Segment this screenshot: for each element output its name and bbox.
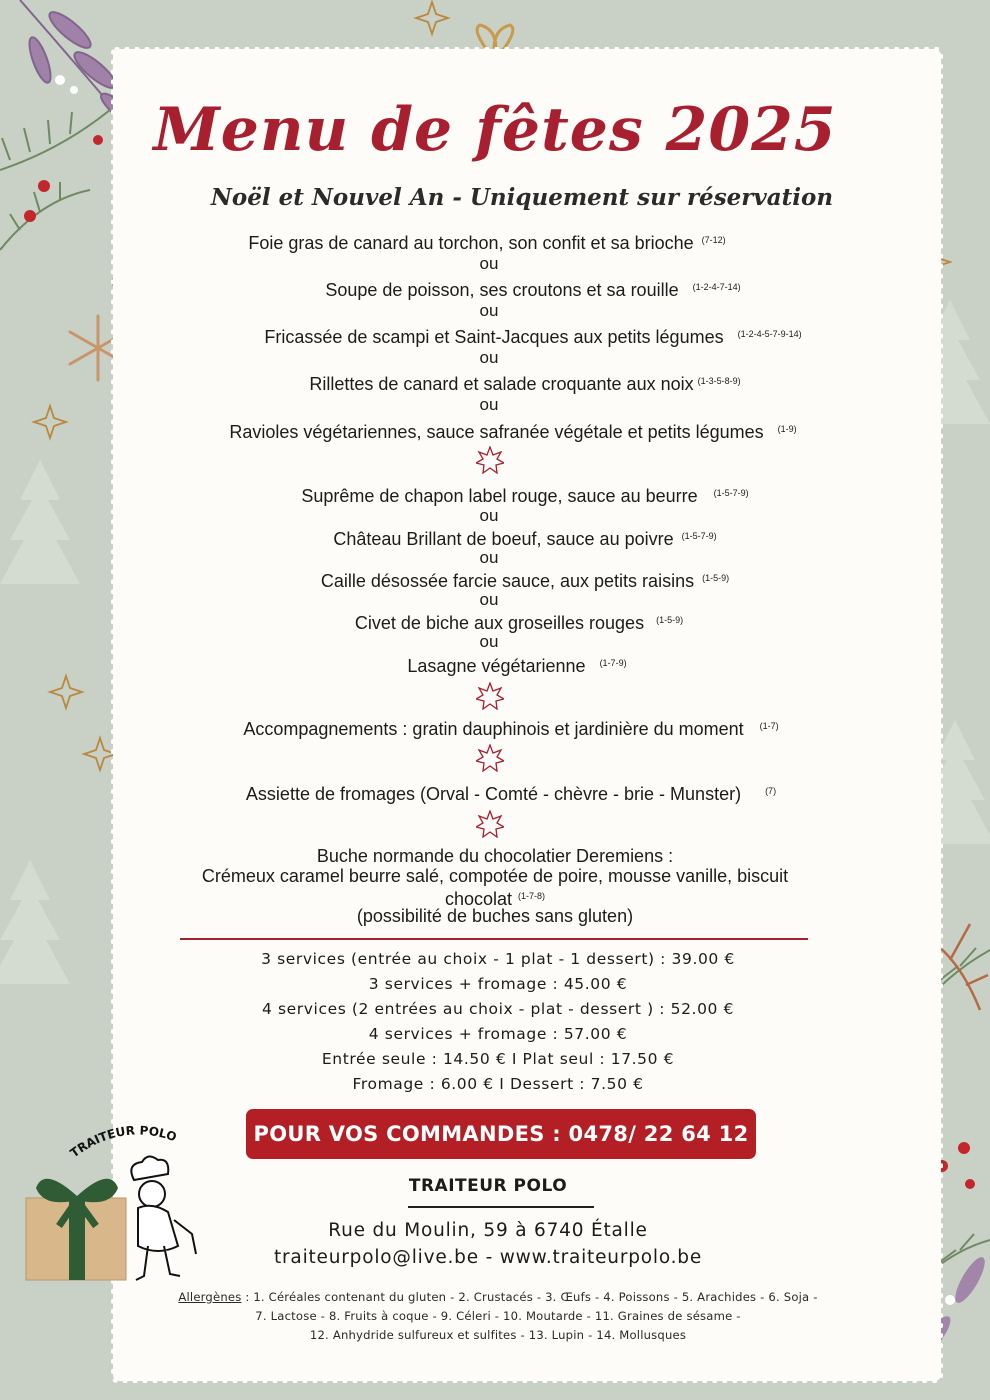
- star-divider-icon: [476, 682, 504, 710]
- contact-links[interactable]: traiteurpolo@live.be - www.traiteurpolo.be: [273, 1247, 703, 1268]
- allergens-legend: Allergènes : 1. Céréales contenant du gluten - 2. Crustacés - 3. Œufs - 4. Poissons - 5. Arachides - 6. Soja - 7. Lactose - 8. Fruits à coque - 9. Céleri - 10. Moutarde - 11. Graines de sésame - 12. Anhydride sulfureux et sulfites - 13. Lupin - 14. Mollusques: [178, 1290, 818, 1342]
- brand-name: TRAITEUR POLO: [408, 1176, 568, 1196]
- price-line: 4 services (2 entrées au choix - plat - dessert ) : 52.00 €: [262, 1000, 734, 1018]
- traiteur-polo-logo: [14, 1116, 214, 1291]
- menu-item: Soupe de poisson, ses croutons et sa rouille $^{(1-2-4-7-14)}$: [325, 280, 741, 300]
- menu-item: Lasagne végétarienne $^{(1-7-9)}$: [407, 656, 627, 676]
- star-divider-icon: [476, 446, 504, 474]
- menu-item: Civet de biche aux groseilles rouges $^{(1-5-9)}$: [354, 613, 684, 633]
- menu-item: Fricassée de scampi et Saint-Jacques aux petits légumes $^{(1-2-4-5-7-9-14)}$: [264, 327, 802, 347]
- or-separator: ou: [479, 590, 499, 609]
- star-divider-icon: [476, 810, 504, 838]
- or-separator: ou: [479, 506, 499, 525]
- or-separator: ou: [479, 548, 499, 567]
- or-separator: ou: [479, 632, 499, 651]
- svg-text:TRAITEUR POLO: TRAITEUR POLO: [67, 1123, 179, 1161]
- allergens-label: Allergènes: [178, 1290, 242, 1304]
- menu-item: Château Brillant de boeuf, sauce au poivre $^{(1-5-7-9)}$: [333, 529, 717, 549]
- menu-item: Foie gras de canard au torchon, son confit et sa brioche $^{(7-12)}$: [248, 233, 726, 253]
- price-line: 3 services + fromage : 45.00 €: [368, 975, 628, 993]
- order-phone-button[interactable]: POUR VOS COMMANDES : 0478/ 22 64 12: [246, 1109, 756, 1159]
- cheese-line: Assiette de fromages (Orval - Comté - chèvre - brie - Munster) $^{(7)}$: [245, 784, 777, 804]
- divider: [180, 938, 808, 940]
- price-line: 3 services (entrée au choix - 1 plat - 1 dessert) : 39.00 €: [261, 950, 735, 968]
- star-divider-icon: [476, 744, 504, 772]
- menu-item: Caille désossée farcie sauce, aux petits raisins $^{(1-5-9)}$: [320, 571, 730, 591]
- or-separator: ou: [479, 301, 499, 320]
- address: Rue du Moulin, 59 à 6740 Étalle: [328, 1220, 648, 1241]
- page-title: Menu de fêtes 2025: [153, 95, 837, 165]
- menu-item: Suprême de chapon label rouge, sauce au beurre $^{(1-5-7-9)}$: [301, 486, 749, 506]
- price-line: 4 services + fromage : 57.00 €: [368, 1025, 628, 1043]
- price-line: Entrée seule : 14.50 € I Plat seul : 17.50 €: [321, 1050, 675, 1068]
- gluten-free-note: (possibilité de buches sans gluten): [356, 906, 634, 926]
- page-subtitle: Noël et Nouvel An - Uniquement sur réservation: [210, 184, 834, 211]
- dessert-description-cont: chocolat $^{(1-7-8)}$: [444, 889, 546, 909]
- brand-underline: [408, 1206, 594, 1208]
- accompaniments-line: Accompagnements : gratin dauphinois et jardinière du moment $^{(1-7)}$: [243, 719, 779, 739]
- menu-item: Ravioles végétariennes, sauce safranée végétale et petits légumes $^{(1-9)}$: [229, 422, 797, 442]
- or-separator: ou: [479, 395, 499, 414]
- menu-item: Rillettes de canard et salade croquante aux noix $^{(1-3-5-8-9)}$: [309, 374, 741, 394]
- or-separator: ou: [479, 254, 499, 273]
- price-line: Fromage : 6.00 € I Dessert : 7.50 €: [352, 1075, 644, 1093]
- dessert-description: Crémeux caramel beurre salé, compotée de poire, mousse vanille, biscuit: [201, 866, 789, 886]
- or-separator: ou: [479, 348, 499, 367]
- dessert-title: Buche normande du chocolatier Deremiens :: [316, 846, 674, 866]
